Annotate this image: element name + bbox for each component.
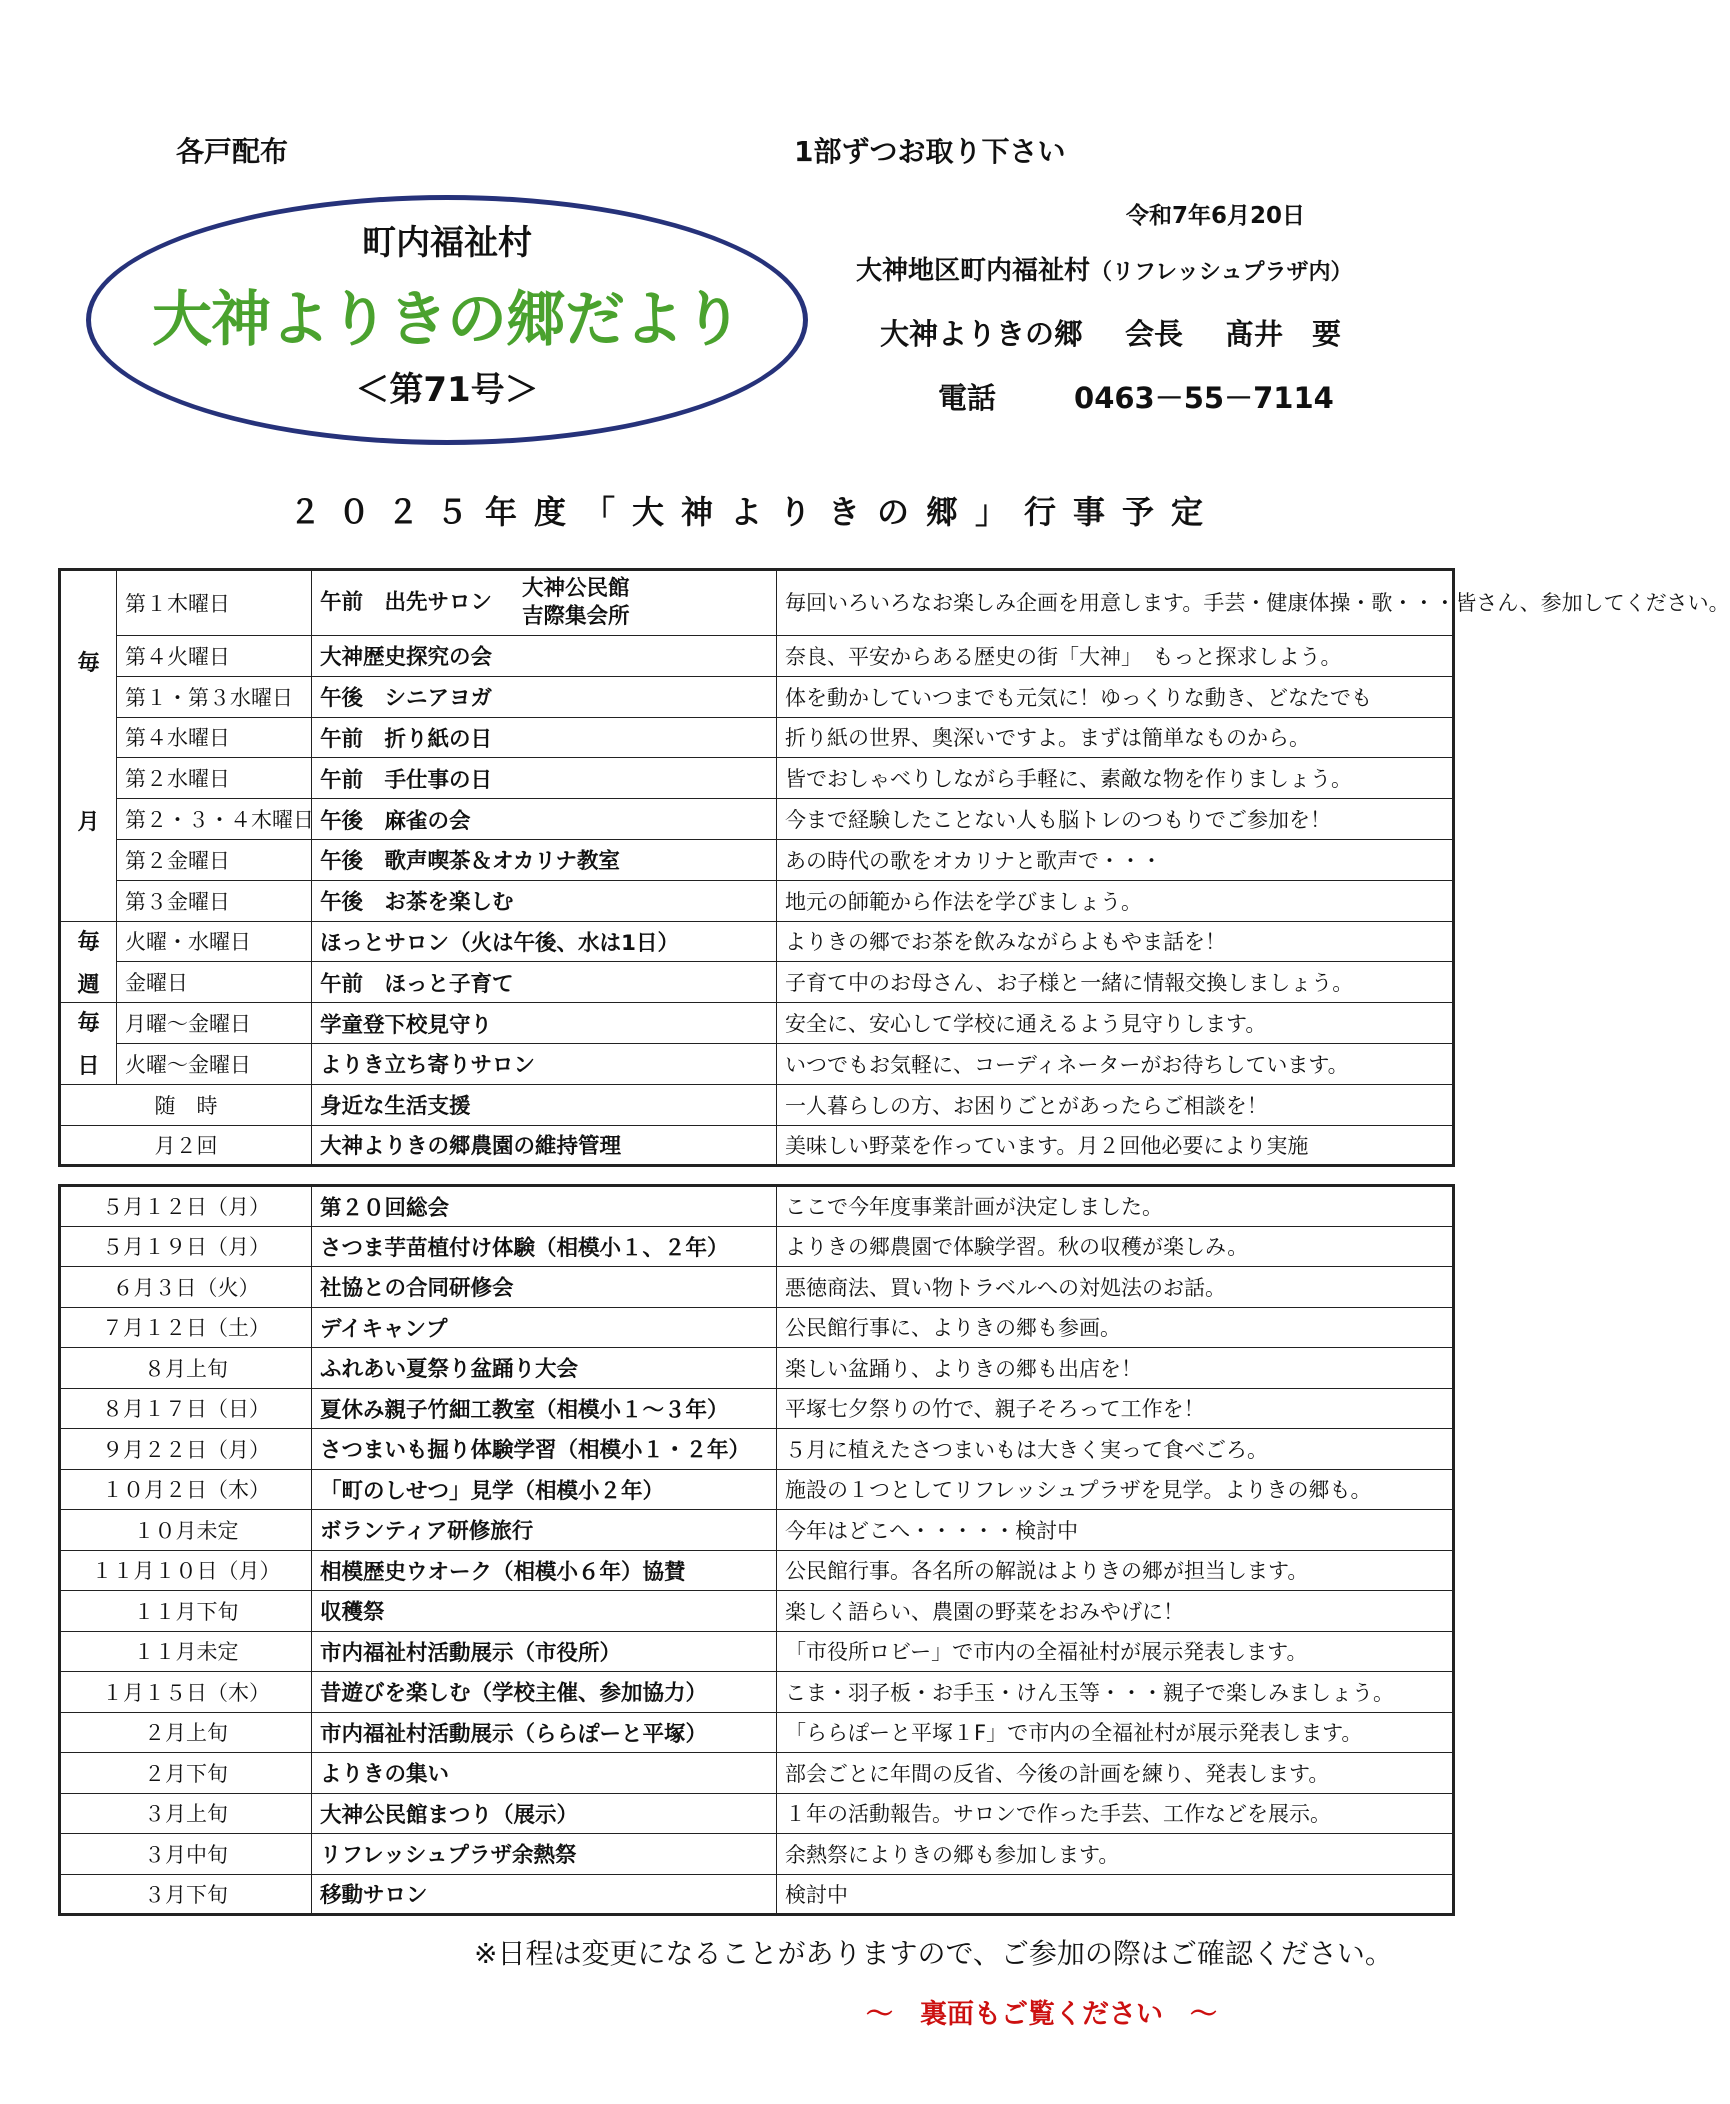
activity-desc: 今まで経験したことない人も脳トレのつもりでご参加を！ [777, 799, 1454, 840]
weekly-group-label [60, 921, 117, 1003]
activity-desc: 毎回いろいろなお楽しみ企画を用意します。手芸・健康体操・歌・・・皆さん、参加してください。 [777, 570, 1454, 636]
schedule-when: 金曜日 [117, 962, 312, 1003]
table-row [60, 1550, 1454, 1591]
schedule-heading: ２０２５年度「大神よりきの郷」行事予定 [288, 493, 1220, 531]
event-date: １１月１０日（月） [60, 1550, 312, 1591]
activity-title: 午後 シニアヨガ [312, 676, 777, 717]
table-row [60, 1226, 1454, 1267]
activity-title: 午後 お茶を楽しむ [312, 880, 777, 921]
event-date: ８月１７日（日） [60, 1388, 312, 1429]
table-row [60, 1591, 1454, 1632]
schedule-when: 第２金曜日 [117, 839, 312, 880]
event-title: 社協との合同研修会 [312, 1267, 777, 1308]
activity-desc: 一人暮らしの方、お困りごとがあったらご相談を！ [777, 1084, 1454, 1125]
activity-title: 午前 手仕事の日 [312, 758, 777, 799]
event-desc: 公民館行事。各名所の解説はよりきの郷が担当します。 [777, 1550, 1454, 1591]
schedule-when: 火曜・水曜日 [117, 921, 312, 962]
event-desc: 楽しく語らい、農園の野菜をおみやげに！ [777, 1591, 1454, 1632]
group-char: 毎 [77, 650, 100, 676]
activity-title: 午後 麻雀の会 [312, 799, 777, 840]
activity-desc: 体を動かしていつまでも元気に！ゆっくりな動き、どなたでも [777, 676, 1454, 717]
activity-title: 午後 歌声喫茶＆オカリナ教室 [312, 839, 777, 880]
event-date: ３月下旬 [60, 1874, 312, 1915]
event-title: 第２０回総会 [312, 1186, 777, 1227]
event-date: ５月１９日（月） [60, 1226, 312, 1267]
schedule-when: 第４火曜日 [117, 636, 312, 677]
activity-title: 午前 ほっと子育て [312, 962, 777, 1003]
activity-title: ほっとサロン（火は午後、水は1日） [312, 921, 777, 962]
activity-title: 学童登下校見守り [312, 1003, 777, 1044]
table-row [60, 1348, 1454, 1389]
location-2: 吉際集会所 [522, 604, 630, 629]
schedule-when: 第２・３・４木曜日 [117, 799, 312, 840]
event-title: 市内福祉村活動展示（ららぽーと平塚） [312, 1712, 777, 1753]
table-row [60, 1672, 1454, 1713]
event-title: 収穫祭 [312, 1591, 777, 1632]
event-date: ３月上旬 [60, 1793, 312, 1834]
table-row [60, 636, 1454, 677]
table-row [60, 1510, 1454, 1551]
event-date: １０月未定 [60, 1510, 312, 1551]
event-desc: 今年はどこへ・・・・・検討中 [777, 1510, 1454, 1551]
group-char: 月 [77, 809, 100, 835]
tel-label: 電話 [938, 381, 997, 415]
event-title: 移動サロン [312, 1874, 777, 1915]
table-row [60, 1753, 1454, 1794]
issue-date: 令和7年6月20日 [1126, 203, 1306, 229]
event-date: １０月２日（木） [60, 1469, 312, 1510]
schedule-when: 第４水曜日 [117, 717, 312, 758]
activity-title: 午前 折り紙の日 [312, 717, 777, 758]
event-title: ボランティア研修旅行 [312, 1510, 777, 1551]
table-row [60, 758, 1454, 799]
table-row [60, 1429, 1454, 1470]
location-1: 大神公民館 [522, 576, 630, 602]
event-desc: 「市役所ロビー」で市内の全福祉村が展示発表します。 [777, 1631, 1454, 1672]
table-row [60, 1084, 1454, 1125]
event-date: １１月未定 [60, 1631, 312, 1672]
schedule-when: 第１木曜日 [117, 570, 312, 636]
annual-events-table [58, 1184, 1455, 1916]
event-date: １１月下旬 [60, 1591, 312, 1632]
event-title: さつまいも掘り体験学習（相模小１・２年） [312, 1429, 777, 1470]
event-date: ３月中旬 [60, 1834, 312, 1875]
schedule-when: 随 時 [60, 1084, 312, 1125]
activity-desc: 地元の師範から作法を学びましょう。 [777, 880, 1454, 921]
table-row [60, 1003, 1454, 1044]
activity-title: 身近な生活支援 [312, 1084, 777, 1125]
event-desc: よりきの郷農園で体験学習。秋の収穫が楽しみ。 [777, 1226, 1454, 1267]
event-date: ２月上旬 [60, 1712, 312, 1753]
event-desc: ここで今年度事業計画が決定しました。 [777, 1186, 1454, 1227]
event-desc: ５月に植えたさつまいもは大きく実って食べごろ。 [777, 1429, 1454, 1470]
table-row [60, 1186, 1454, 1227]
table-row [60, 921, 1454, 962]
event-date: ７月１２日（土） [60, 1307, 312, 1348]
regular-activities-table [58, 568, 1730, 1167]
table-row [60, 1469, 1454, 1510]
event-date: ５月１２日（月） [60, 1186, 312, 1227]
event-title: 大神公民館まつり（展示） [312, 1793, 777, 1834]
rep-org: 大神よりきの郷 [880, 317, 1084, 351]
table-row [60, 1043, 1454, 1084]
event-title: 「町のしせつ」見学（相模小２年） [312, 1469, 777, 1510]
masthead-subtitle: 町内福祉村 [362, 223, 532, 263]
activity-desc: 子育て中のお母さん、お子様と一緒に情報交換しましょう。 [777, 962, 1454, 1003]
event-title: 市内福祉村活動展示（市役所） [312, 1631, 777, 1672]
activity-title: 大神歴史探究の会 [312, 636, 777, 677]
group-char: 毎 [77, 1011, 100, 1037]
table-row [60, 1307, 1454, 1348]
activity-desc: 美味しい野菜を作っています。月２回他必要により実施 [777, 1125, 1454, 1166]
event-desc: 「ららぽーと平塚１F」で市内の全福祉村が展示発表します。 [777, 1712, 1454, 1753]
activity-desc: 安全に、安心して学校に通えるよう見守りします。 [777, 1003, 1454, 1044]
activity-title-text: 午前 出先サロン [320, 590, 493, 615]
event-desc: 楽しい盆踊り、よりきの郷も出店を！ [777, 1348, 1454, 1389]
daily-group-label [60, 1003, 117, 1085]
event-title: デイキャンプ [312, 1307, 777, 1348]
table-row [60, 1874, 1454, 1915]
table-row [60, 839, 1454, 880]
event-desc: 施設の１つとしてリフレッシュプラザを見学。よりきの郷も。 [777, 1469, 1454, 1510]
tel-number: 0463－55－7114 [1074, 381, 1334, 415]
activity-desc: 皆でおしゃべりしながら手軽に、素敵な物を作りましょう。 [777, 758, 1454, 799]
group-char: 毎 [77, 929, 100, 955]
table-row [60, 962, 1454, 1003]
table-row [60, 570, 1454, 636]
event-desc: 平塚七夕祭りの竹で、親子そろって工作を！ [777, 1388, 1454, 1429]
group-char: 日 [77, 1054, 100, 1080]
take-one-note: 1部ずつお取り下さい [794, 135, 1066, 168]
org-name: 大神地区町内福祉村 [856, 256, 1091, 286]
event-date: ９月２２日（月） [60, 1429, 312, 1470]
activity-desc: 奈良、平安からある歴史の街「大神」 もっと探求しよう。 [777, 636, 1454, 677]
table-row [60, 1834, 1454, 1875]
table-row [60, 1388, 1454, 1429]
activity-title [312, 570, 777, 636]
event-title: ふれあい夏祭り盆踊り大会 [312, 1348, 777, 1389]
rep-role: 会長 [1125, 317, 1184, 351]
event-title: よりきの集い [312, 1753, 777, 1794]
event-title: さつま芋苗植付け体験（相模小１、２年） [312, 1226, 777, 1267]
schedule-change-note: ※日程は変更になることがありますので、ご参加の際はご確認ください。 [474, 1937, 1393, 1970]
schedule-when: 第２水曜日 [117, 758, 312, 799]
event-date: １月１５日（木） [60, 1672, 312, 1713]
event-date: ６月３日（火） [60, 1267, 312, 1308]
activity-title: 大神よりきの郷農園の維持管理 [312, 1125, 777, 1166]
event-desc: こま・羽子板・お手玉・けん玉等・・・親子で楽しみましょう。 [777, 1672, 1454, 1713]
org-place: （リフレッシュプラザ内） [1090, 260, 1353, 285]
table-row [60, 717, 1454, 758]
schedule-when: 火曜～金曜日 [117, 1043, 312, 1084]
table-row [60, 1267, 1454, 1308]
event-desc: １年の活動報告。サロンで作った手芸、工作などを展示。 [777, 1793, 1454, 1834]
schedule-when: 第３金曜日 [117, 880, 312, 921]
table-row [60, 799, 1454, 840]
table-row [60, 1712, 1454, 1753]
distribution-note: 各戸配布 [176, 135, 289, 168]
activity-desc: いつでもお気軽に、コーディネーターがお待ちしています。 [777, 1043, 1454, 1084]
table-row [60, 880, 1454, 921]
activity-desc: よりきの郷でお茶を飲みながらよもやま話を！ [777, 921, 1454, 962]
phone-line [938, 376, 1334, 417]
masthead-title: 大神よりきの郷だより [152, 285, 742, 355]
table-row [60, 1125, 1454, 1166]
rep-name: 髙井 要 [1225, 317, 1342, 351]
event-title: 夏休み親子竹細工教室（相模小１～３年） [312, 1388, 777, 1429]
event-desc: 余熱祭によりきの郷も参加します。 [777, 1834, 1454, 1875]
event-desc: 公民館行事に、よりきの郷も参画。 [777, 1307, 1454, 1348]
event-title: 昔遊びを楽しむ（学校主催、参加協力） [312, 1672, 777, 1713]
see-back-note: ～ 裏面もご覧ください ～ [866, 1999, 1217, 2030]
event-title: 相模歴史ウオーク（相模小６年）協賛 [312, 1550, 777, 1591]
schedule-when: 月２回 [60, 1125, 312, 1166]
table-row [60, 676, 1454, 717]
monthly-group-label [60, 570, 117, 922]
org-line [856, 250, 1352, 287]
table-row [60, 1793, 1454, 1834]
schedule-when: 月曜～金曜日 [117, 1003, 312, 1044]
issue-number: ＜第71号＞ [355, 370, 539, 410]
schedule-when: 第１・第３水曜日 [117, 676, 312, 717]
activity-title: よりき立ち寄りサロン [312, 1043, 777, 1084]
event-date: ８月上旬 [60, 1348, 312, 1389]
representative-line [880, 312, 1341, 353]
table-row [60, 1631, 1454, 1672]
event-date: ２月下旬 [60, 1753, 312, 1794]
event-desc: 検討中 [777, 1874, 1454, 1915]
activity-desc: あの時代の歌をオカリナと歌声で・・・ [777, 839, 1454, 880]
event-title: リフレッシュプラザ余熱祭 [312, 1834, 777, 1875]
group-char: 週 [77, 972, 100, 998]
event-desc: 悪徳商法、買い物トラベルへの対処法のお話。 [777, 1267, 1454, 1308]
activity-desc: 折り紙の世界、奥深いですよ。まずは簡単なものから。 [777, 717, 1454, 758]
event-desc: 部会ごとに年間の反省、今後の計画を練り、発表します。 [777, 1753, 1454, 1794]
